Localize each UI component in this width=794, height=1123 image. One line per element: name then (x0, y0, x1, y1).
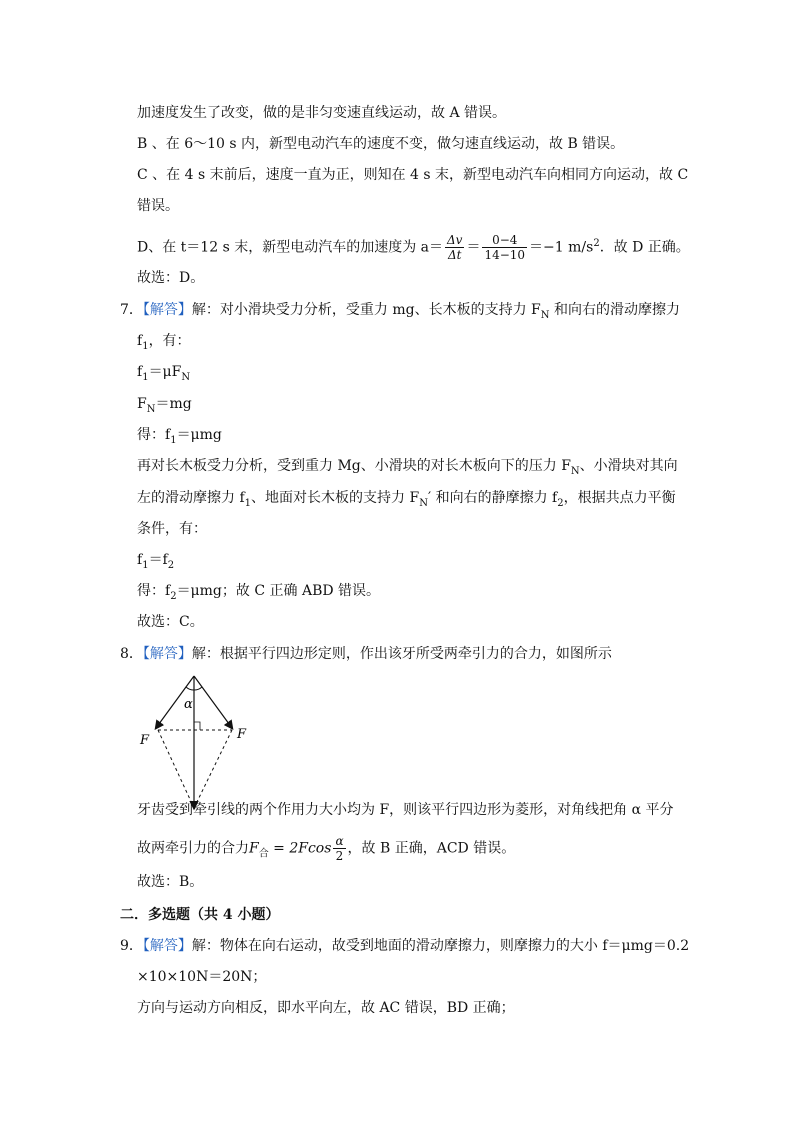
text-line: 条件，有： (137, 521, 207, 537)
text-line: $f_1$，有： (137, 333, 191, 352)
question-9-heading: 9．【解答】解：物体在向右运动，故受到地面的滑动摩擦力，则摩擦力的大小 f＝μmg＝0.2 (120, 938, 690, 954)
question-8-heading: 8．【解答】解：根据平行四边形定则，作出该牙所受两牵引力的合力，如图所示 (120, 646, 612, 662)
text-line: B 、在 6～10 s 内，新型电动汽车的速度不变，做匀速直线运动，故 B 错误。 (137, 136, 625, 152)
dashed-side-left (158, 730, 194, 808)
text-line: 左的滑动摩擦力 $f_1$、地面对长木板的支持力 $F_N'$ 和向右的静摩擦力 $f_2$，根据共点力平衡 (137, 490, 676, 509)
text-line: C 、在 4 s 末前后，速度一直为正，则知在 4 s 末，新型电动汽车向相同方向运动，故 C (137, 167, 689, 183)
text-line-with-formula: D、在 t＝12 s 末，新型电动汽车的加速度为 a＝ $\frac{\Delta v}{\Delta t}$ ＝ $\frac{0-4}{14-10}$ ＝−1 $m/s^2$．故 D 正确。 (137, 233, 690, 263)
text-line: ×10×10N＝20N； (137, 969, 267, 985)
text-line: 故选：D。 (137, 270, 205, 286)
alpha-label: α (184, 697, 193, 712)
text-line: 再对长木板受力分析，受到重力 Mg、小滑块的对长木板向下的压力 $F_N$、小滑块对其向 (137, 458, 678, 477)
right-angle-mark (194, 722, 200, 730)
text-line-with-formula: 故两牵引力的合力$F_合 = 2Fcos$ $\frac{\alpha}{2}$ ，故 B 正确，ACD 错误。 (137, 834, 516, 863)
fraction: $\frac{\Delta v}{\Delta t}$ (447, 233, 463, 263)
dashed-side-right (194, 730, 232, 808)
fraction: $\frac{0-4}{14-10}$ (484, 233, 526, 263)
text-line: 方向与运动方向相反，即水平向左，故 AC 错误，BD 正确； (137, 1000, 515, 1016)
equation-line: 得：$f_1=\mu mg$ (137, 427, 222, 446)
section-heading: 二．多选题（共 4 小题） (120, 907, 280, 923)
question-7-heading: 7．【解答】解：对小滑块受力分析，受重力 mg、长木板的支持力 $F_N$ 和向右的滑动摩擦力 (120, 302, 680, 321)
equation-line: $f_1=\mu F_N$ (137, 364, 191, 383)
text-line: 错误。 (137, 198, 179, 214)
text-line: 得：$f_2=\mu mg$；故 C 正确 ABD 错误。 (137, 583, 381, 602)
text-line: 加速度发生了改变，做的是非匀变速直线运动，故 A 错误。 (137, 105, 507, 121)
equation-line: $F_N=mg$ (137, 396, 192, 415)
text-line: 故选：C。 (137, 614, 204, 630)
text-line: 故选：B。 (137, 874, 204, 890)
equation-line: $f_1=f_2$ (137, 552, 175, 571)
force-arrow-right (194, 676, 232, 728)
force-parallelogram-diagram (136, 670, 266, 815)
force-label-left: F (140, 733, 150, 748)
text-line: 牙齿受到牵引线的两个作用力大小均为 F，则该平行四边形为菱形，对角线把角 α 平分 (137, 802, 674, 818)
fraction: $\frac{\alpha}{2}$ (335, 834, 344, 863)
force-label-right: F (237, 727, 247, 742)
